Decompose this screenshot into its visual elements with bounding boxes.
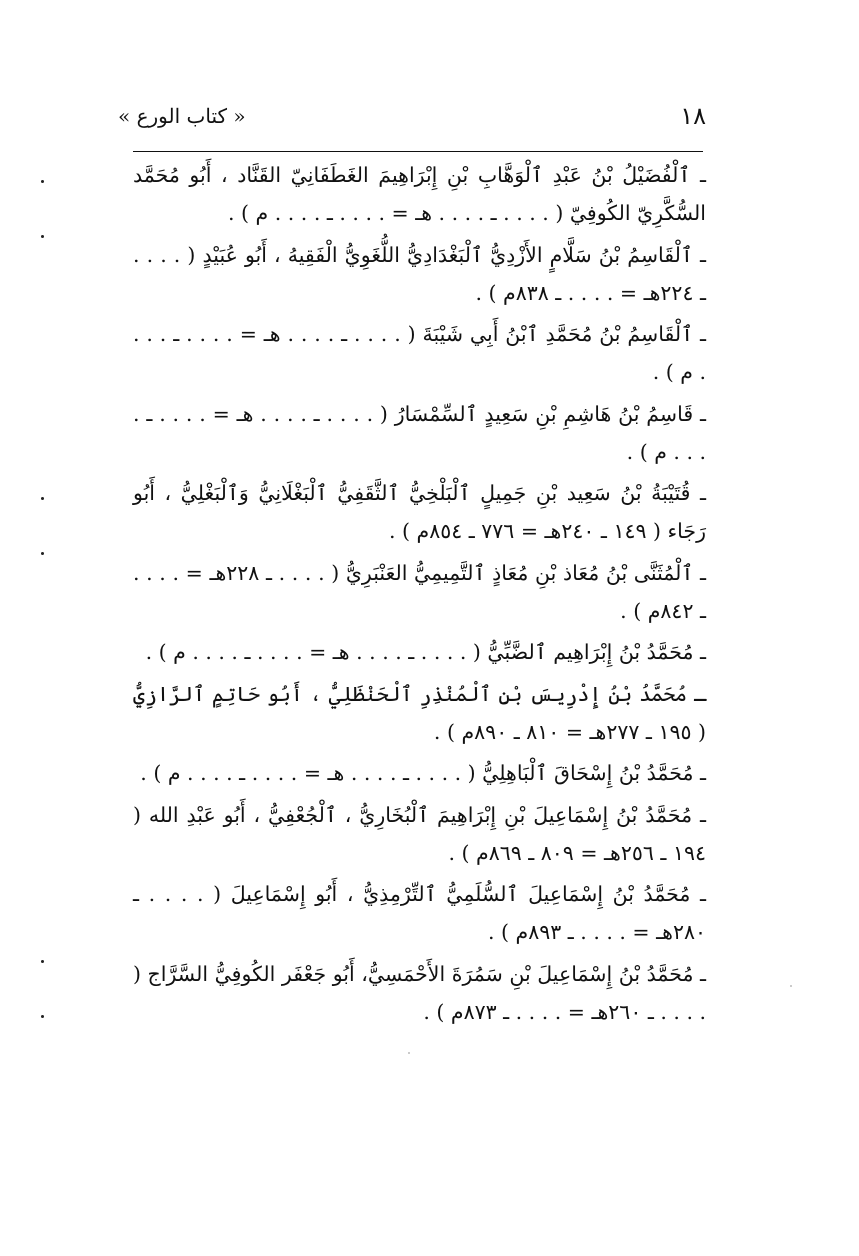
margin-mark [41,960,44,963]
list-item: ـ مُحَمَّدُ بْنُ إِسْمَاعِيلَ بْنِ إِبْرَاهِيمَ ٱلْبُخَارِيُّ ، ٱلْجُعْفِيُّ ، أَبُو عَبْدِ الله ( ١٩٤ ـ ٢٥٦هـ = ٨٠٩ ـ ٨٦٩م ) . [133,802,706,865]
margin-mark [41,552,44,555]
list-item: ـ ٱلْفُضَيْلُ بْنُ عَبْدِ ٱلْوَهَّابِ بْنِ إِبْرَاهِيمَ الغَطَفَانِيّ القَنَّاد ، أَبُو مُحَمَّد السُّكَّرِيّ الكُوفِيّ ( . . . . ـ . . . . هـ = . . . . ـ . . . . م ) . [133,163,706,225]
list-item: ـ قَاسِمُ بْنُ هَاشِمِ بْنِ سَعِيدٍ ٱلسِّمْسَارُ ( . . . . ـ . . . . هـ = . . . . ـ . . . . م ) . [133,401,706,464]
list-item: ـ مُحَمَّدُ بْنُ إِسْحَاقَ ٱلْبَاهِلِيُّ ( . . . . ـ . . . . هـ = . . . . ـ . . . . م ) . [140,761,706,785]
margin-mark [41,180,44,183]
list-item: ـ ٱلْقَاسِمُ بْنُ مُحَمَّدِ ٱبْنُ أَبِي شَيْبَةَ ( . . . . ـ . . . . هـ = . . . . ـ . . . . م ) . [133,322,706,384]
list-item: ـ قُتَيْبَةُ بْنُ سَعِيد بْنِ جَمِيلٍ ٱلْبَلْخِيُّ ٱلثَّقَفِيُّ ٱلْبَغْلَانِيُّ وَٱلْبَغْلِيُّ ، أَبُو رَجَاء ( ١٤٩ ـ ٢٤٠هـ = ٧٧٦ ـ ٨٥٤م ) . [133,481,706,543]
page-number: ١٨ [680,102,706,130]
margin-mark [41,235,44,238]
running-title: « كتاب الورع » [118,104,246,128]
margin-mark [41,1015,44,1018]
header-rule [133,151,703,152]
biography-list [133,156,706,1034]
list-item: ـ ٱلْمُثَنَّى بْنُ مُعَاذ بْنِ مُعَاذٍ ٱلتَّمِيمِيُّ العَنْبَرِيُّ ( . . . . ـ ٢٢٨هـ = . . . . ـ ٨٤٢م ) . [133,560,707,623]
scan-speck [408,1052,410,1054]
scan-speck [790,985,792,987]
list-item: ـ مُحَمَّدُ بْنُ إِسْمَاعِيلَ ٱلسُّلَمِيُّ ٱلتِّرْمِذِيُّ ، أَبُو إِسْمَاعِيلَ ( . . . . ـ ٢٨٠هـ = . . . . ـ ٨٩٣م ) . [133,882,706,944]
list-item: ـ مُحَمَّدُ بْنُ إِدْرِيسَ بْنِ ٱلْمُنْذِرِ ٱلْحَنْظَلِيُّ ، أَبُو حَاتِمٍ ٱلرَّازِيُّ ( ١٩٥ ـ ٢٧٧هـ = ٨١٠ ـ ٨٩٠م ) . [133,681,706,744]
margin-mark [41,497,44,500]
list-item: ـ مُحَمَّدُ بْنُ إِسْمَاعِيلَ بْنِ سَمُرَةَ الأَحْمَسِيُّ، أَبُو جَعْفَر الكُوفِيُّ السَّرَّاج ( . . . . ـ ٢٦٠هـ = . . . . ـ ٨٧٣م ) . [133,961,706,1024]
list-item: ـ ٱلْقَاسِمُ بْنُ سَلَّامٍ الأَزْدِيُّ ٱلْبَغْدَادِيُّ اللُّغَوِيُّ الْفَقِيهُ ، أَبُو عُبَيْدٍ ( . . . . ـ ٢٢٤هـ = . . . . ـ ٨٣٨م ) . [133,242,706,305]
page-header [118,100,706,140]
list-item: ـ مُحَمَّدُ بْنُ إِبْرَاهِيم ٱلضَّبِّيُّ ( . . . . ـ . . . . هـ = . . . . ـ . . . . م ) . [145,640,706,664]
